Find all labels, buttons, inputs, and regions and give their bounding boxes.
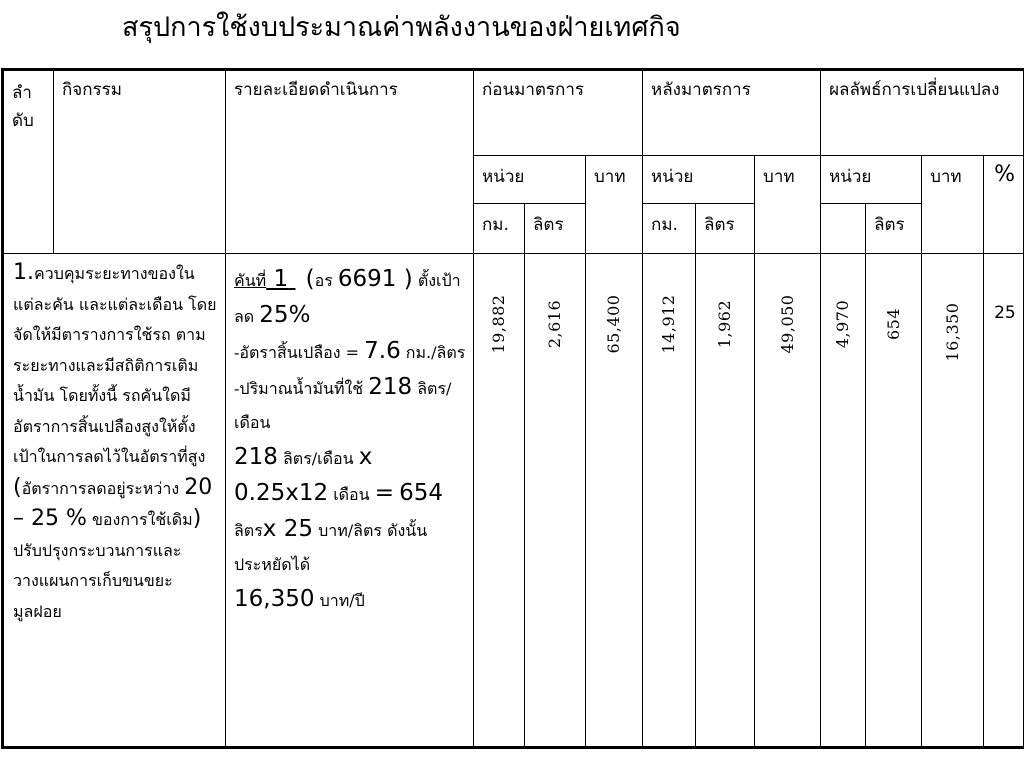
calc3-unit: ลิตร: [234, 521, 263, 540]
before-baht-cell: [586, 254, 643, 748]
header-activity: กิจกรรม: [54, 70, 226, 254]
month-label: เดือน: [234, 413, 271, 432]
rate-unit: กม./ลิตร: [405, 343, 466, 362]
activity-number: 1.: [13, 260, 34, 285]
after-km: 14,912: [659, 294, 679, 354]
calc2-unit: เดือน: [333, 485, 370, 504]
qty-unit: ลิตร/: [417, 379, 452, 398]
header-result-liter: ลิตร: [866, 204, 922, 254]
target-label: ตั้งเป้าลด: [234, 271, 461, 326]
header-after: หลังมาตรการ: [643, 70, 821, 156]
header-after-liter: ลิตร: [696, 204, 755, 254]
plate-number: 6691 ): [337, 266, 413, 292]
qty-value: 218: [368, 374, 413, 400]
header-result-km-empty: [821, 204, 866, 254]
header-before-baht: บาท: [586, 156, 643, 254]
after-liter: 1,962: [715, 299, 735, 349]
result-liter: 654: [883, 307, 903, 341]
header-result-percent: %: [984, 156, 1024, 254]
calc1-unit: ลิตร/เดือน: [283, 449, 354, 468]
activity-text-2: อัตราการลดอยู่ระหว่าง: [21, 478, 180, 498]
result-percent: 25: [984, 254, 1024, 748]
after-km-cell: [643, 254, 696, 748]
result-baht: 16,350: [942, 302, 962, 362]
calc1-x: x: [358, 444, 373, 470]
save-num: 16,350: [234, 586, 315, 612]
save-unit: บาท/ปี: [319, 591, 365, 610]
rate-value: 7.6: [364, 338, 401, 364]
header-before: ก่อนมาตรการ: [474, 70, 643, 156]
result-liter-cell: [866, 254, 922, 748]
qty-label: -ปริมาณน้ำมันที่ใช้: [234, 379, 364, 398]
rate-label: -อัตราสิ้นเปลือง =: [234, 343, 360, 362]
calc3-num: 654: [399, 480, 443, 506]
header-before-km: กม.: [474, 204, 525, 254]
plate-paren: (: [305, 266, 315, 292]
after-baht: 49,050: [777, 294, 797, 354]
activity-text-4: ปรับปรุงกระบวนการและวางแผนการเก็บขนขยะมูลฝอย: [13, 540, 182, 621]
target-pct: 25%: [259, 302, 311, 328]
before-km-cell: [474, 254, 525, 748]
activity-range: 20 – 25 %: [13, 474, 213, 531]
car-number: 1: [273, 266, 289, 292]
calc3-baht: บาท/ลิตร: [318, 521, 382, 540]
header-before-liter: ลิตร: [525, 204, 586, 254]
header-detail: รายละเอียดดำเนินการ: [226, 70, 474, 254]
header-before-unit: หน่วย: [474, 156, 586, 204]
result-baht-cell: [922, 254, 984, 748]
calc3-x: x 25: [262, 516, 313, 542]
activity-text-3: ของการใช้เดิม: [86, 510, 193, 529]
header-result-unit: หน่วย: [821, 156, 922, 204]
header-result: ผลลัพธ์การเปลี่ยนแปลง: [821, 70, 1024, 156]
after-liter-cell: [696, 254, 755, 748]
save-label: ดังนั้นประหยัดได้: [234, 521, 428, 574]
activity-cell: [3, 254, 226, 748]
before-liter-cell: [525, 254, 586, 748]
paren-open: (: [13, 474, 22, 500]
calc2-num: 0.25x12: [234, 480, 329, 506]
paren-close: ): [192, 506, 202, 531]
after-baht-cell: [755, 254, 821, 748]
header-after-km: กม.: [643, 204, 696, 254]
calc2-eq: =: [374, 480, 394, 506]
before-liter: 2,616: [545, 299, 564, 349]
header-no: ลำ ดับ: [3, 70, 54, 254]
detail-cell: [226, 254, 474, 748]
result-km-cell: [821, 254, 866, 748]
activity-text-1: ควบคุมระยะทางของในแต่ละคัน และแต่ละเดือน โดยจัดให้มีตารางการใช้รถ ตามระยะทางและมีสถิติการเติมน้ำมัน โดยทั้งนี้ รถคันใดมีอัตราการสิ้นเปลืองสูงให้ตั้งเป้าในการลดไว้ในอัตราที่สูง: [13, 264, 217, 466]
header-result-baht: บาท: [922, 156, 984, 254]
result-km: 4,970: [833, 299, 853, 349]
car-label: คันที่: [234, 271, 267, 290]
calc1-num: 218: [234, 444, 278, 470]
page-title: สรุปการใช้งบประมาณค่าพลังงานของฝ่ายเทศกิจ: [122, 12, 681, 43]
header-after-unit: หน่วย: [643, 156, 755, 204]
plate-thai: อร: [314, 271, 333, 290]
energy-budget-table: [1, 68, 1024, 749]
before-baht: 65,400: [604, 294, 624, 354]
header-after-baht: บาท: [755, 156, 821, 254]
before-km: 19,882: [489, 294, 508, 354]
